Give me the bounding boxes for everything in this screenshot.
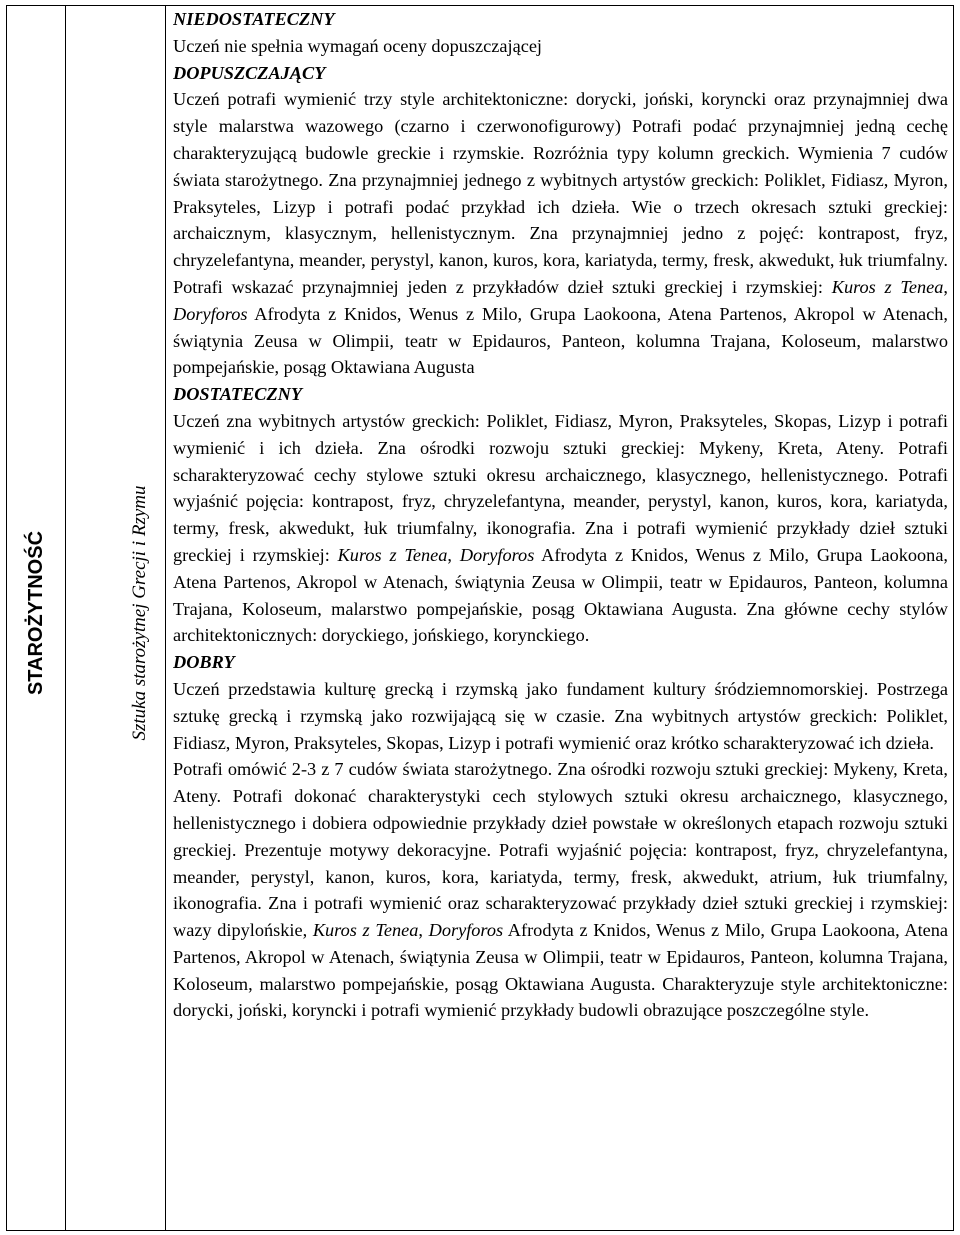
grade-description [173,676,948,756]
grade-heading: DOBRY [173,652,235,673]
column-divider-1 [65,5,66,1231]
grade-heading: DOSTATECZNY [173,384,303,405]
text-run: Uczeń zna wybitnych artystów greckich: Poliklet, Fidiasz, Myron, Praksyteles, Skopas, Lizyp i potrafi wymienić i ich dzieła. Zna ośrodki rozwoju sztuki greckiej: Mykeny, Kreta, Ateny. Potrafi scharakteryzować cechy stylowe sztuki okresu archaicznego, klasycznego, hellenistycznego. Potrafi wyjaśnić pojęcia: kontrapost, fryz, chryzelefantyna, meander, perystyl, kanon, kuros, kora, kariatyda, termy, fresk, akwedukt, łuk triumfalny, ikonografia. Zna i potrafi wymienić przykłady dzieł sztuki greckiej i rzymskiej: [173,410,948,565]
text-run: , [447,544,460,565]
text-run: Afrodyta z Knidos, Wenus z Milo, Grupa Laokoona, Atena Partenos, Akropol w Atenach, świątynia Zeusa w Olimpii, teatr w Epidauros, Panteon, kolumna Trajana, Koloseum, malarstwo pompejańskie, posąg Oktawiana Augusta [173,303,948,378]
artwork-title: Doryforos [459,544,535,565]
artwork-title: Doryforos [173,303,248,324]
artwork-title: Kuros z Tenea [312,920,419,941]
grade-description [173,86,948,381]
grade-heading: NIEDOSTATECZNY [173,9,335,29]
text-run: , [418,920,429,941]
grade-heading: DOPUSZCZAJĄCY [173,62,326,83]
text-run: Afrodyta z Knidos, Wenus z Milo, Grupa Laokoona, Atena Partenos, Akropol w Atenach, świątynia Zeusa w Olimpii, teatr w Epidauros, Panteon, kolumna Trajana, Koloseum, malarstwo pompejańskie, posąg Oktawiana Augusta. Charakteryzuje style architektoniczne: dorycki, joński, koryncki i potrafi wymienić przykłady budowli obrazujące poszczególne style. [173,920,948,1021]
artwork-title: Doryforos [428,920,504,941]
text-run: Uczeń nie spełnia wymagań oceny dopuszczającej [173,35,543,56]
grade-description [173,756,948,1024]
grade-requirements [173,6,948,1228]
text-run: Uczeń potrafi wymienić trzy style architektoniczne: dorycki, joński, koryncki oraz przynajmniej dwa style malarstwa wazowego (czarno i czerwonofigurowy) Potrafi podać przynajmniej jedną cechę charakteryzującą budowle greckie i rzymskie. Rozróżnia typy kolumn greckich. Wymienia 7 cudów świata starożytnego. Zna przynajmniej jednego z wybitnych artystów greckich: Poliklet, Fidiasz, Myron, Praksyteles, Lizyp i potrafi podać przykład ich dzieła. Wie o trzech okresach sztuki greckiej: archaicznym, klasycznym, hellenistycznym. Zna przynajmniej jedno z pojęć: kontrapost, fryz, chryzelefantyna, meander, perystyl, kanon, kuros, kora, kariatyda, termy, fresk, akwedukt, łuk triumfalny. Potrafi wskazać przynajmniej jeden z przykładów dzieł sztuki greckiej i rzymskiej: [173,89,948,297]
artwork-title: Kuros z Tenea [831,276,944,297]
artwork-title: Kuros z Tenea [337,544,448,565]
text-run: , [943,276,948,297]
grade-description [173,408,948,649]
text-run: Potrafi omówić 2-3 z 7 cudów świata starożytnego. Zna ośrodki rozwoju sztuki greckiej: Mykeny, Kreta, Ateny. Potrafi dokonać charakterystyki cech stylowych sztuki okresu archaicznego, klasycznego, hellenistycznego i dobiera odpowiednie przykłady dzieł powstałe w określonych etapach rozwoju sztuki greckiej. Prezentuje motywy dekoracyjne. Potrafi wyjaśnić pojęcia: kontrapost, fryz, chryzelefantyna, meander, perystyl, kanon, kuros, kora, kariatyda, termy, fresk, akwedukt, atrium, łuk triumfalny, ikonografia. Zna i potrafi wymienić oraz scharakteryzować przykłady dzieł sztuki greckiej i rzymskiej: wazy dipylońskie, [173,759,948,941]
era-label: STAROŻYTNOŚĆ [25,530,47,696]
text-run: Afrodyta z Knidos, Wenus z Milo, Grupa Laokoona, Atena Partenos, Akropol w Atenach, świątynia Zeusa w Olimpii, teatr w Epidauros, Panteon, kolumna Trajana, Koloseum, malarstwo pompejańskie, posąg Oktawiana Augusta. Zna główne cechy stylów architektonicznych: doryckiego, jońskiego, korynckiego. [173,544,948,646]
grade-description [173,33,948,60]
column-divider-2 [165,5,166,1231]
topic-label: Sztuka starożytnej Grecji i Rzymu [129,485,150,741]
text-run: Uczeń przedstawia kulturę grecką i rzymską jako fundament kultury śródziemnomorskiej. Postrzega sztukę grecką i rzymską jako rozwijającą się w czasie. Zna wybitnych artystów greckich: Poliklet, Fidiasz, Myron, Praksyteles, Skopas, Lizyp i potrafi wymienić oraz krótko scharakteryzować ich dzieła. [173,678,948,753]
